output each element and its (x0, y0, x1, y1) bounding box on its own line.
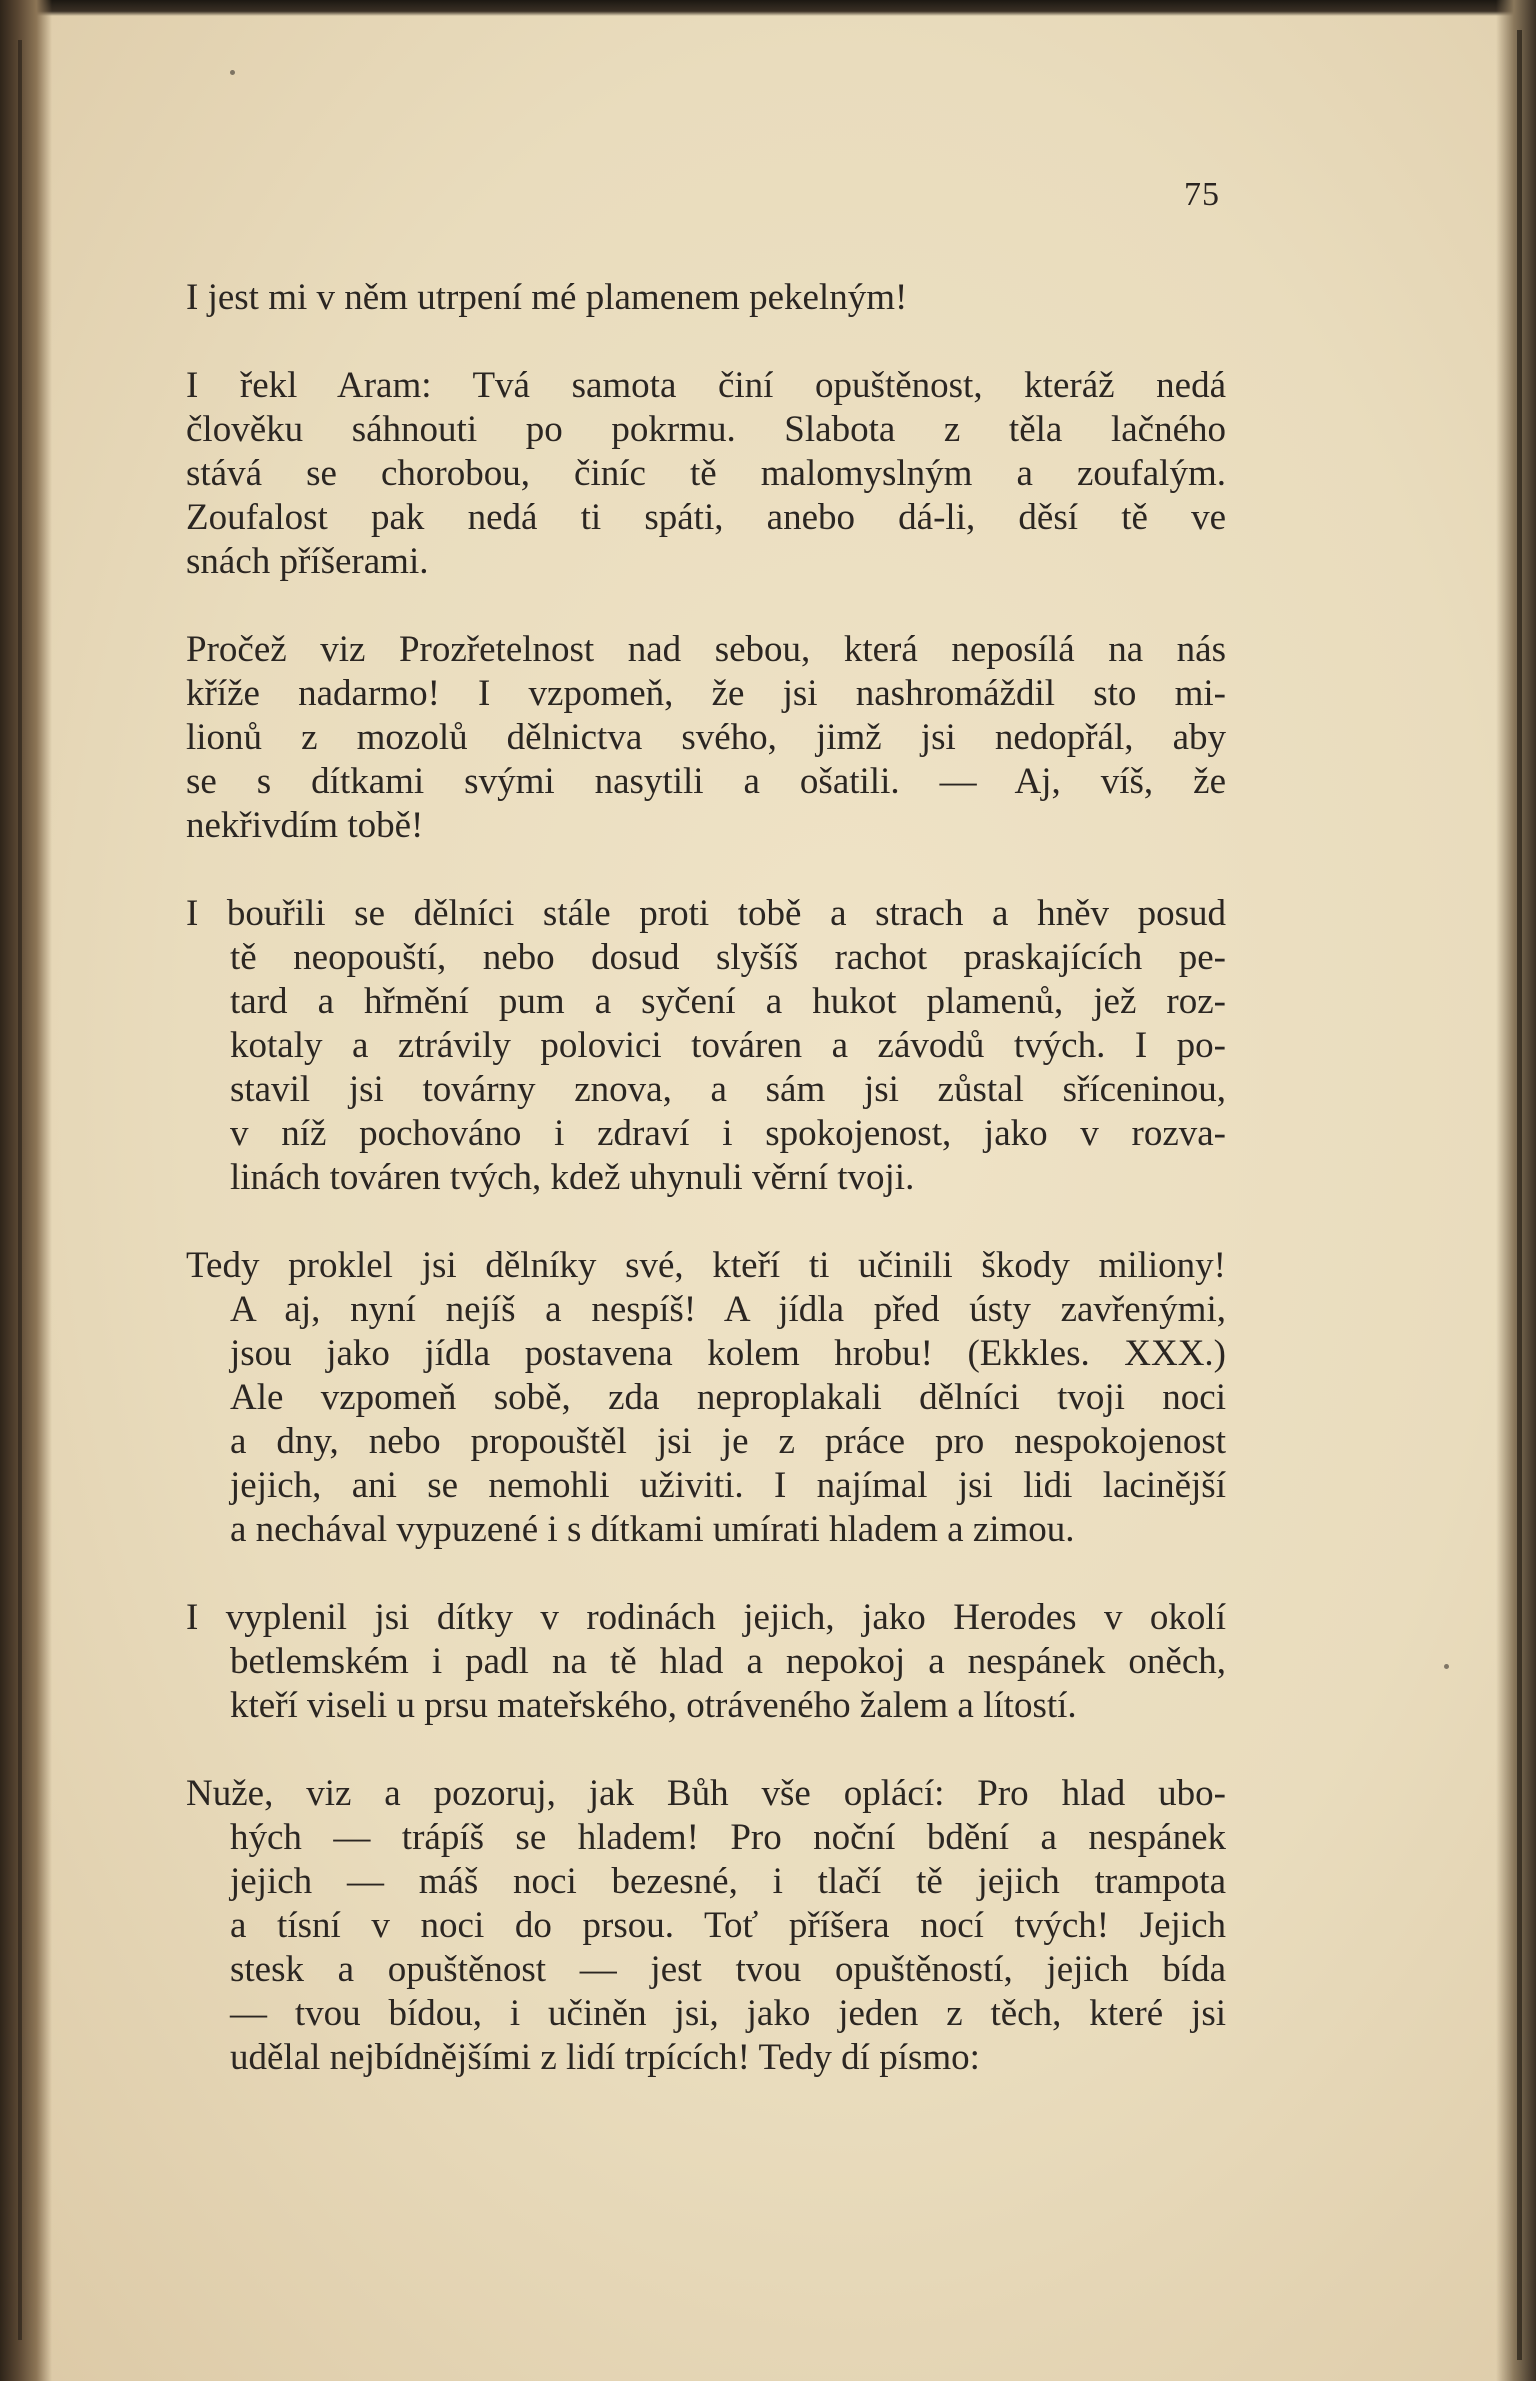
paragraph-5 (186, 1244, 1226, 1552)
paragraph-6 (186, 1596, 1226, 1728)
text-line: stesk a opuštěnost — jest tvou opuštěností, jejich bída (230, 1949, 1226, 1990)
page-number: 75 (1184, 176, 1220, 213)
text-line: nekřivdím tobě! (186, 805, 424, 846)
text-line: člověku sáhnouti po pokrmu. Slabota z těla lačného (186, 409, 1226, 450)
text-line: jejich — máš noci bezesné, i tlačí tě jejich trampota (230, 1861, 1226, 1902)
text-line: I bouřili se dělníci stále proti tobě a strach a hněv posud (186, 893, 1226, 934)
text-line: a dny, nebo propouštěl jsi je z práce pro nespokojenost (230, 1421, 1226, 1462)
book-spine-shadow (0, 0, 52, 2381)
text-line: Tedy proklel jsi dělníky své, kteří ti učinili škody miliony! (186, 1245, 1226, 1286)
paragraph-4 (186, 892, 1226, 1200)
text-line: v níž pochováno i zdraví i spokojenost, jako v rozva- (230, 1113, 1226, 1154)
page-right-edge (1496, 0, 1536, 2381)
paragraph-7 (186, 1772, 1226, 2080)
text-line: Pročež viz Prozřetelnost nad sebou, která neposílá na nás (186, 629, 1226, 670)
text-line: se s dítkami svými nasytili a ošatili. — Aj, víš, že (186, 761, 1226, 802)
text-line: Nuže, viz a pozoruj, jak Bůh vše oplácí: Pro hlad ubo- (186, 1773, 1226, 1814)
text-line: linách továren tvých, kdež uhynuli věrní tvoji. (230, 1157, 915, 1198)
spine-fold-line (18, 40, 22, 2340)
text-line: kříže nadarmo! I vzpomeň, že jsi nashromáždil sto mi- (186, 673, 1226, 714)
text-line: snách příšerami. (186, 541, 429, 582)
text-line: kotaly a ztrávily polovici továren a závodů tvých. I po- (230, 1025, 1226, 1066)
page-top-edge (0, 0, 1536, 16)
paragraph-3 (186, 628, 1226, 848)
text-line: Ale vzpomeň sobě, zda neproplakali dělníci tvoji noci (230, 1377, 1226, 1418)
paragraph-2 (186, 364, 1226, 584)
body-text (186, 276, 1226, 2124)
text-line: — tvou bídou, i učiněn jsi, jako jeden z těch, které jsi (230, 1993, 1226, 2034)
text-line: tard a hřmění pum a syčení a hukot plamenů, jež roz- (230, 981, 1226, 1022)
text-line: I řekl Aram: Tvá samota činí opuštěnost, kteráž nedá (186, 365, 1226, 406)
text-line: kteří viseli u prsu mateřského, otráveného žalem a lítostí. (230, 1685, 1077, 1726)
text-line: lionů z mozolů dělnictva svého, jimž jsi nedopřál, aby (186, 717, 1226, 758)
text-line: udělal nejbídnějšími z lidí trpících! Tedy dí písmo: (230, 2037, 980, 2078)
text-line: a tísní v noci do prsou. Toť příšera nocí tvých! Jejich (230, 1905, 1226, 1946)
text-line: jejich, ani se nemohli uživiti. I najímal jsi lidi lacinější (230, 1465, 1226, 1506)
text-line: stavil jsi továrny znova, a sám jsi zůstal sříceninou, (230, 1069, 1226, 1110)
text-line: betlemském i padl na tě hlad a nepokoj a nespánek oněch, (230, 1641, 1226, 1682)
right-edge-line (1517, 30, 1522, 2360)
text-line: I vyplenil jsi dítky v rodinách jejich, jako Herodes v okolí (186, 1597, 1226, 1638)
text-line: jsou jako jídla postavena kolem hrobu! (Ekkles. XXX.) (230, 1333, 1226, 1374)
text-line: tě neopouští, nebo dosud slyšíš rachot praskajících pe- (230, 937, 1226, 978)
text-line: stává se chorobou, činíc tě malomyslným a zoufalým. (186, 453, 1226, 494)
paragraph-1 (186, 276, 1226, 320)
text-line: Zoufalost pak nedá ti spáti, anebo dá-li, děsí tě ve (186, 497, 1226, 538)
ink-fleck (1444, 1664, 1449, 1669)
ink-fleck (230, 70, 235, 75)
text-line: I jest mi v něm utrpení mé plamenem pekelným! (186, 277, 908, 318)
text-line: a nechával vypuzené i s dítkami umírati hladem a zimou. (230, 1509, 1075, 1550)
text-line: A aj, nyní nejíš a nespíš! A jídla před ústy zavřenými, (230, 1289, 1226, 1330)
text-line: hých — trápíš se hladem! Pro noční bdění a nespánek (230, 1817, 1226, 1858)
